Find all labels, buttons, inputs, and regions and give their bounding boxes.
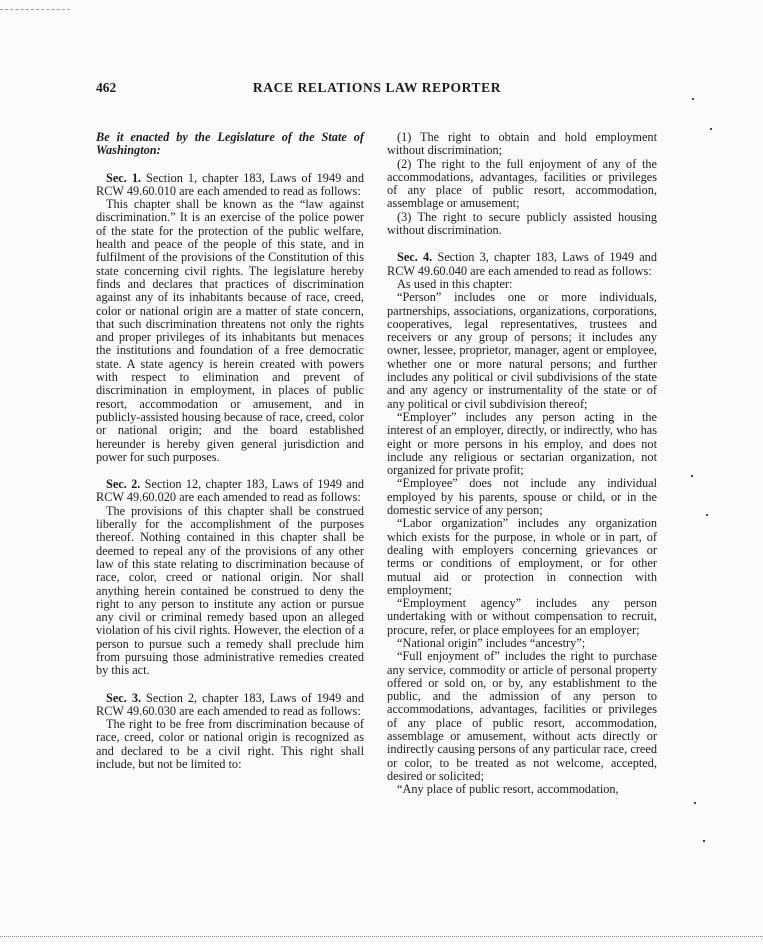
list-item-3: (3) The right to secure publicly assisted housing without discrimination. xyxy=(387,209,657,238)
sec4-lead: As used in this chapter: xyxy=(397,276,513,291)
scan-bottom-edge xyxy=(0,936,763,937)
definition-employee: “Employee” does not include any individual employed by his parents, spouse or child, or in the domestic service of any person; xyxy=(387,476,657,518)
sec4-heading xyxy=(387,251,657,278)
page-number: 462 xyxy=(96,80,117,95)
sec4-intro: Section 3, chapter 183, Laws of 1949 and RCW 49.60.040 are each amended to read as follows: xyxy=(387,250,657,278)
sec1-heading xyxy=(96,172,364,199)
scan-speck xyxy=(706,514,708,516)
sec2-number: Sec. 2. xyxy=(106,477,141,492)
sec4-number: Sec. 4. xyxy=(397,250,433,265)
scan-dash-mark xyxy=(0,9,70,10)
page-header xyxy=(96,80,658,100)
enacting-clause: Be it enacted by the Legislature of the State of Washington: xyxy=(96,130,364,158)
definition-public-place: “Any place of public resort, accommodation, xyxy=(397,782,619,797)
sec3-body: The right to be free from discrimination because of race, creed, color or national origin is recognized as and declared to be a civil right. This right shall include, but not be limited to: xyxy=(96,717,364,772)
sec3-heading xyxy=(96,692,364,719)
scan-speck xyxy=(692,98,694,100)
left-column xyxy=(96,131,364,771)
list-item-2: (2) The right to the full enjoyment of any of the accommodations, advantages, facilities or privileges of any place of public resort, accommodation, assemblage or amusement; xyxy=(387,156,657,211)
sec1-number: Sec. 1. xyxy=(106,170,142,185)
sec2-body: The provisions of this chapter shall be construed liberally for the accomplishment of the purposes thereof. Nothing contained in this chapter shall be deemed to repeal any of the provisions of any other law of this state relating to discrimination because of race, color, creed or national origin. Nor shall anything herein contained be construed to deny the right to any person to institute any action or pursue any civil or criminal remedy based upon an alleged violation of his civil rights. However, the election of a person to pursue such a remedy shall preclude him from pursuing those administrative remedies created by this act. xyxy=(96,503,364,678)
definition-full-enjoyment: “Full enjoyment of” includes the right to purchase any service, commodity or article of personal property offered or sold on, or by, any establishment to the public, and the admission of any person to accommodations, advantages, facilities or privileges of any place of public resort, accommodation, assemblage or amusement, without acts directly or indirectly causing persons of any particular race, creed or color, to be treated as not welcome, accepted, desired or solicited; xyxy=(387,649,657,783)
definition-national-origin: “National origin” includes “ancestry”; xyxy=(397,635,586,650)
definition-employer: “Employer” includes any person acting in the interest of an employer, directly, or indirectly, who has eight or more persons in his employ, and does not include any religious or sectarian organization, not organized for private profit; xyxy=(387,409,657,478)
sec1-body: This chapter shall be known as the “law against discrimination.” It is an exercise of the police power of the state for the protection of the public welfare, health and peace of the people of this state, and in fulfilment of the provisions of the Constitution of this state concerning civil rights. The legislature hereby finds and declares that practices of discrimination against any of its inhabitants because of race, creed, color or national origin are a matter of state concern, that such discrimination threatens not only the rights and proper privileges of its inhabitants but menaces the institutions and foundation of a free democratic state. A state agency is herein created with powers with respect to elimination and prevent of discrimination in employment, in places of public resort, accommodation or amusement, and in publicly-assisted housing because of race, creed, color or national origin; and the board established hereunder is hereby given general jurisdiction and power for such purposes. xyxy=(96,197,364,464)
running-title: RACE RELATIONS LAW REPORTER xyxy=(252,80,502,95)
sec3-intro: Section 2, chapter 183, Laws of 1949 and RCW 49.60.030 are each amended to read as follows: xyxy=(96,690,364,718)
scan-speck xyxy=(691,475,693,477)
sec2-intro: Section 12, chapter 183, Laws of 1949 and RCW 49.60.020 are each amended to read as follows: xyxy=(96,477,364,505)
sec2-heading xyxy=(96,478,364,505)
scan-speck xyxy=(710,128,712,130)
sec1-intro: Section 1, chapter 183, Laws of 1949 and RCW 49.60.010 are each amended to read as follows: xyxy=(96,170,364,198)
right-column xyxy=(387,131,657,797)
definition-employment-agency: “Employment agency” includes any person undertaking with or without compensation to recruit, procure, refer, or place employees for an employer; xyxy=(387,596,657,637)
scan-speck xyxy=(694,802,696,804)
scan-speck xyxy=(703,840,705,842)
list-item-1: (1) The right to obtain and hold employment without discrimination; xyxy=(387,130,657,158)
definition-labor-organization: “Labor organization” includes any organization which exists for the purpose, in whole or in part, of dealing with employers concerning grievances or terms or conditions of employment, or for other mutual aid or protection in connection with employment; xyxy=(387,516,657,597)
sec3-number: Sec. 3. xyxy=(106,690,142,705)
definition-person: “Person” includes one or more individuals, partnerships, associations, organizations, corporations, cooperatives, legal representatives, trustees and receivers or any group of persons; it includes any owner, lessee, proprietor, manager, agent or employee, whether one or more natural persons; and further includes any political or civil subdivisions of the state and any agency or instrumentality of the state or of any political or civil subdivision thereof; xyxy=(387,290,657,411)
